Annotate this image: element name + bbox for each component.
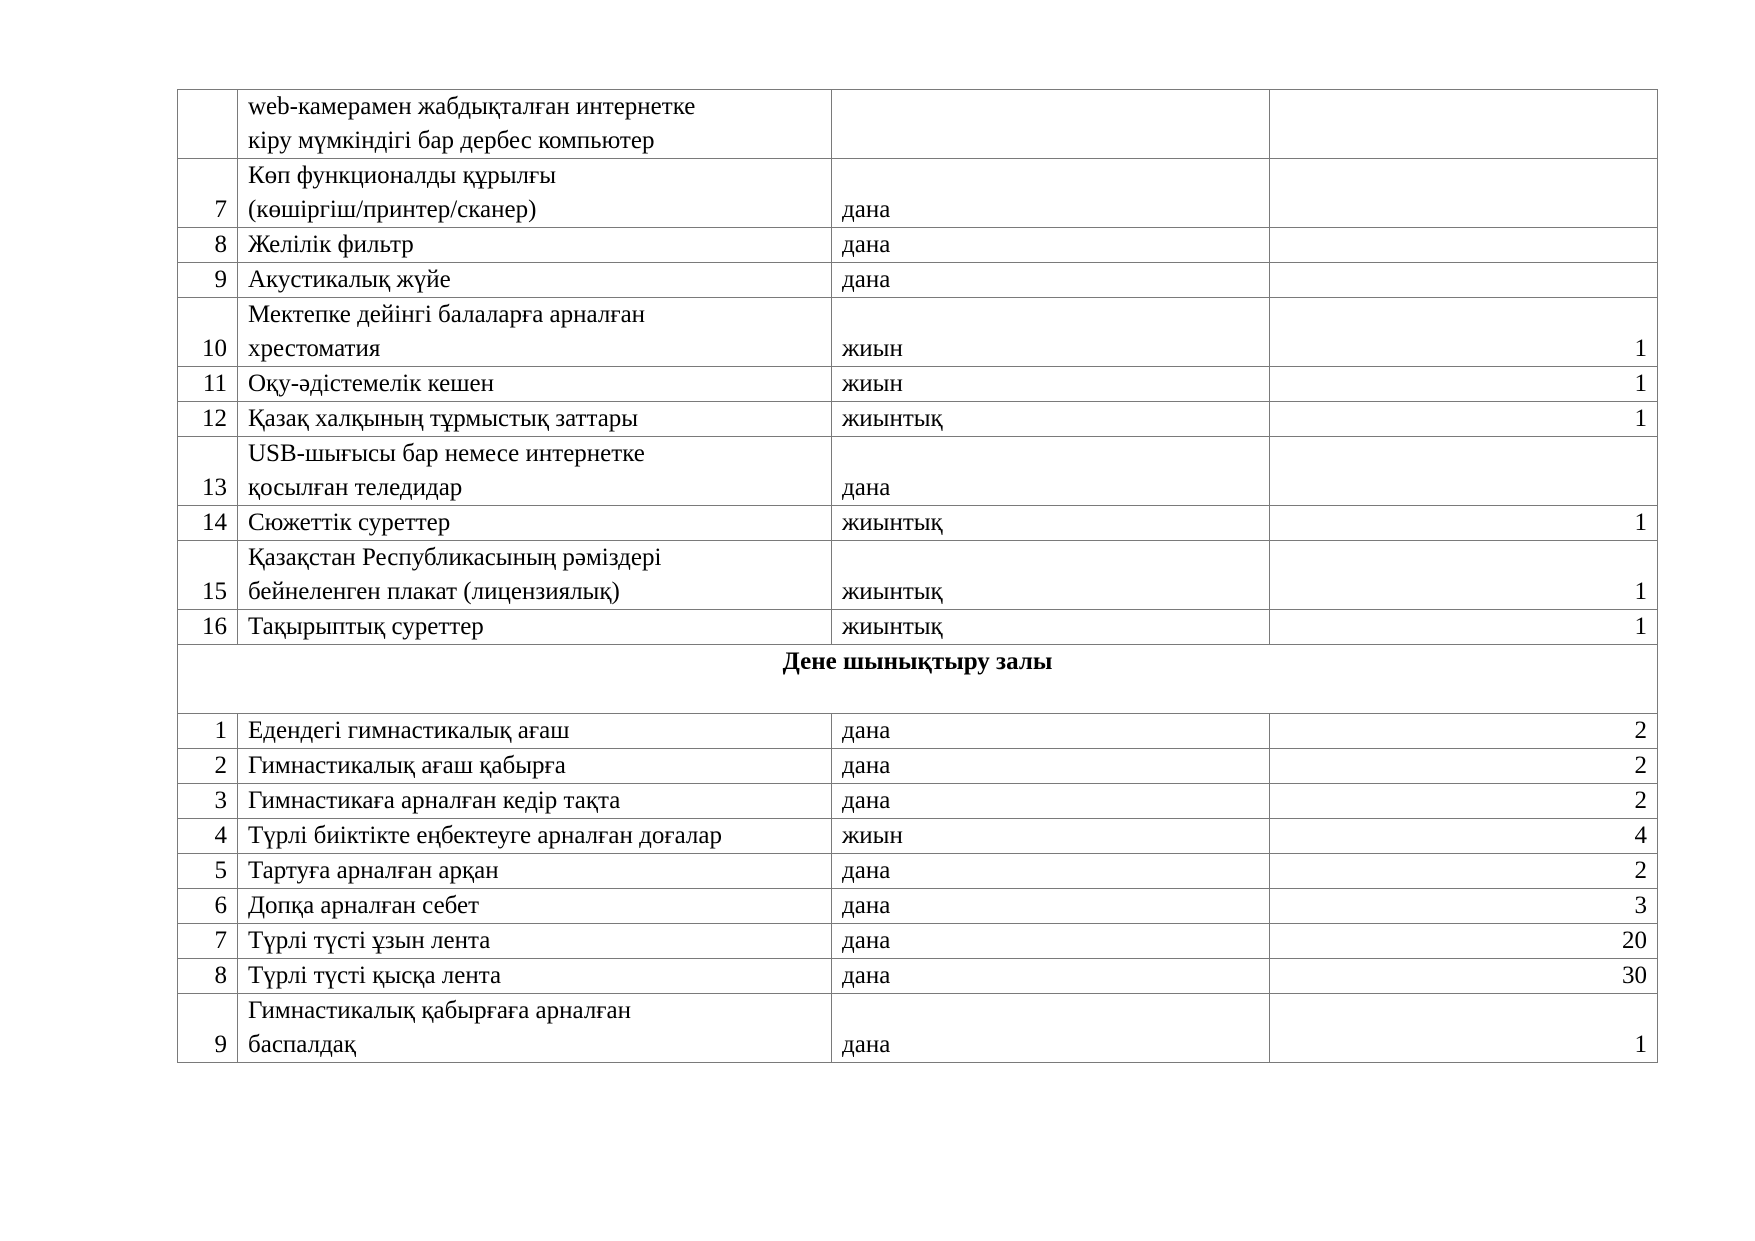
item-quantity: 2: [1270, 854, 1658, 889]
row-number: 10: [178, 298, 238, 367]
section-header-row: [178, 645, 1658, 714]
item-unit: дана: [832, 749, 1270, 784]
row-number: 8: [178, 228, 238, 263]
item-unit: жиынтық: [832, 541, 1270, 610]
table-group-b: [178, 714, 1658, 1063]
row-number: 6: [178, 889, 238, 924]
item-name: Гимнастикалық ағаш қабырға: [238, 749, 832, 784]
item-name: Гимнастикалық қабырғаға арналған баспалдақ: [238, 994, 832, 1063]
row-number: 7: [178, 159, 238, 228]
item-quantity: 1: [1270, 506, 1658, 541]
item-unit: дана: [832, 228, 1270, 263]
item-quantity: 2: [1270, 714, 1658, 749]
item-quantity: [1270, 90, 1658, 159]
table-row: [178, 298, 1658, 367]
table-row: [178, 889, 1658, 924]
row-number: 5: [178, 854, 238, 889]
item-quantity: 1: [1270, 994, 1658, 1063]
item-unit: [832, 90, 1270, 159]
item-name: Желілік фильтр: [238, 228, 832, 263]
item-name: Түрлі түсті ұзын лента: [238, 924, 832, 959]
item-unit: дана: [832, 959, 1270, 994]
item-unit: жиынтық: [832, 402, 1270, 437]
row-number: 12: [178, 402, 238, 437]
item-name: Қазақ халқының тұрмыстық заттары: [238, 402, 832, 437]
row-number: 9: [178, 263, 238, 298]
item-unit: жиын: [832, 819, 1270, 854]
item-name: Оқу-әдістемелік кешен: [238, 367, 832, 402]
equipment-table: [177, 89, 1658, 1063]
table-row: [178, 90, 1658, 159]
item-quantity: 20: [1270, 924, 1658, 959]
item-quantity: 1: [1270, 298, 1658, 367]
row-number: [178, 90, 238, 159]
item-quantity: 2: [1270, 749, 1658, 784]
item-unit: дана: [832, 994, 1270, 1063]
row-number: 8: [178, 959, 238, 994]
item-quantity: 1: [1270, 610, 1658, 645]
row-number: 1: [178, 714, 238, 749]
item-name: Қазақстан Республикасының рәміздері бейнеленген плакат (лицензиялық): [238, 541, 832, 610]
item-quantity: [1270, 437, 1658, 506]
table-row: [178, 159, 1658, 228]
row-number: 16: [178, 610, 238, 645]
table-row: [178, 541, 1658, 610]
item-name: Көп функционалды құрылғы (көшіргіш/принтер/сканер): [238, 159, 832, 228]
table-row: [178, 959, 1658, 994]
item-unit: жиын: [832, 298, 1270, 367]
table-row: [178, 263, 1658, 298]
section-title: Дене шынықтыру залы: [178, 645, 1658, 714]
row-number: 11: [178, 367, 238, 402]
item-name: USB-шығысы бар немесе интернетке қосылған теледидар: [238, 437, 832, 506]
item-quantity: [1270, 159, 1658, 228]
item-quantity: 2: [1270, 784, 1658, 819]
item-unit: дана: [832, 263, 1270, 298]
item-unit: дана: [832, 889, 1270, 924]
item-name: Акустикалық жүйе: [238, 263, 832, 298]
table-row: [178, 819, 1658, 854]
item-name: Түрлі биіктікте еңбектеуге арналған доғалар: [238, 819, 832, 854]
table-row: [178, 854, 1658, 889]
row-number: 14: [178, 506, 238, 541]
table-row: [178, 506, 1658, 541]
item-quantity: [1270, 263, 1658, 298]
item-unit: дана: [832, 854, 1270, 889]
item-unit: дана: [832, 784, 1270, 819]
item-name: Допқа арналған себет: [238, 889, 832, 924]
table-group-a: [178, 159, 1658, 645]
row-number: 7: [178, 924, 238, 959]
row-number: 4: [178, 819, 238, 854]
item-quantity: 3: [1270, 889, 1658, 924]
item-name: Тақырыптық суреттер: [238, 610, 832, 645]
item-unit: жиынтық: [832, 506, 1270, 541]
item-name: Тартуға арналған арқан: [238, 854, 832, 889]
item-quantity: 4: [1270, 819, 1658, 854]
item-name: Гимнастикаға арналған кедір тақта: [238, 784, 832, 819]
table-row: [178, 749, 1658, 784]
item-quantity: 1: [1270, 402, 1658, 437]
row-number: 15: [178, 541, 238, 610]
table-row: [178, 610, 1658, 645]
item-unit: дана: [832, 437, 1270, 506]
item-quantity: [1270, 228, 1658, 263]
item-quantity: 1: [1270, 367, 1658, 402]
table-row: [178, 228, 1658, 263]
table-row: [178, 784, 1658, 819]
item-name: web-камерамен жабдықталған интернетке кіру мүмкіндігі бар дербес компьютер: [238, 90, 832, 159]
table-row: [178, 924, 1658, 959]
item-unit: жиынтық: [832, 610, 1270, 645]
item-unit: жиын: [832, 367, 1270, 402]
table-row: [178, 714, 1658, 749]
row-number: 3: [178, 784, 238, 819]
item-unit: дана: [832, 924, 1270, 959]
item-name: Сюжеттік суреттер: [238, 506, 832, 541]
table-row: [178, 367, 1658, 402]
table-row: [178, 437, 1658, 506]
item-name: Түрлі түсті қысқа лента: [238, 959, 832, 994]
row-number: 13: [178, 437, 238, 506]
item-unit: дана: [832, 714, 1270, 749]
row-number: 9: [178, 994, 238, 1063]
row-number: 2: [178, 749, 238, 784]
item-name: Едендегі гимнастикалық ағаш: [238, 714, 832, 749]
table-row: [178, 994, 1658, 1063]
item-unit: дана: [832, 159, 1270, 228]
item-quantity: 1: [1270, 541, 1658, 610]
item-quantity: 30: [1270, 959, 1658, 994]
table-row: [178, 402, 1658, 437]
item-name: Мектепке дейінгі балаларға арналған хрестоматия: [238, 298, 832, 367]
